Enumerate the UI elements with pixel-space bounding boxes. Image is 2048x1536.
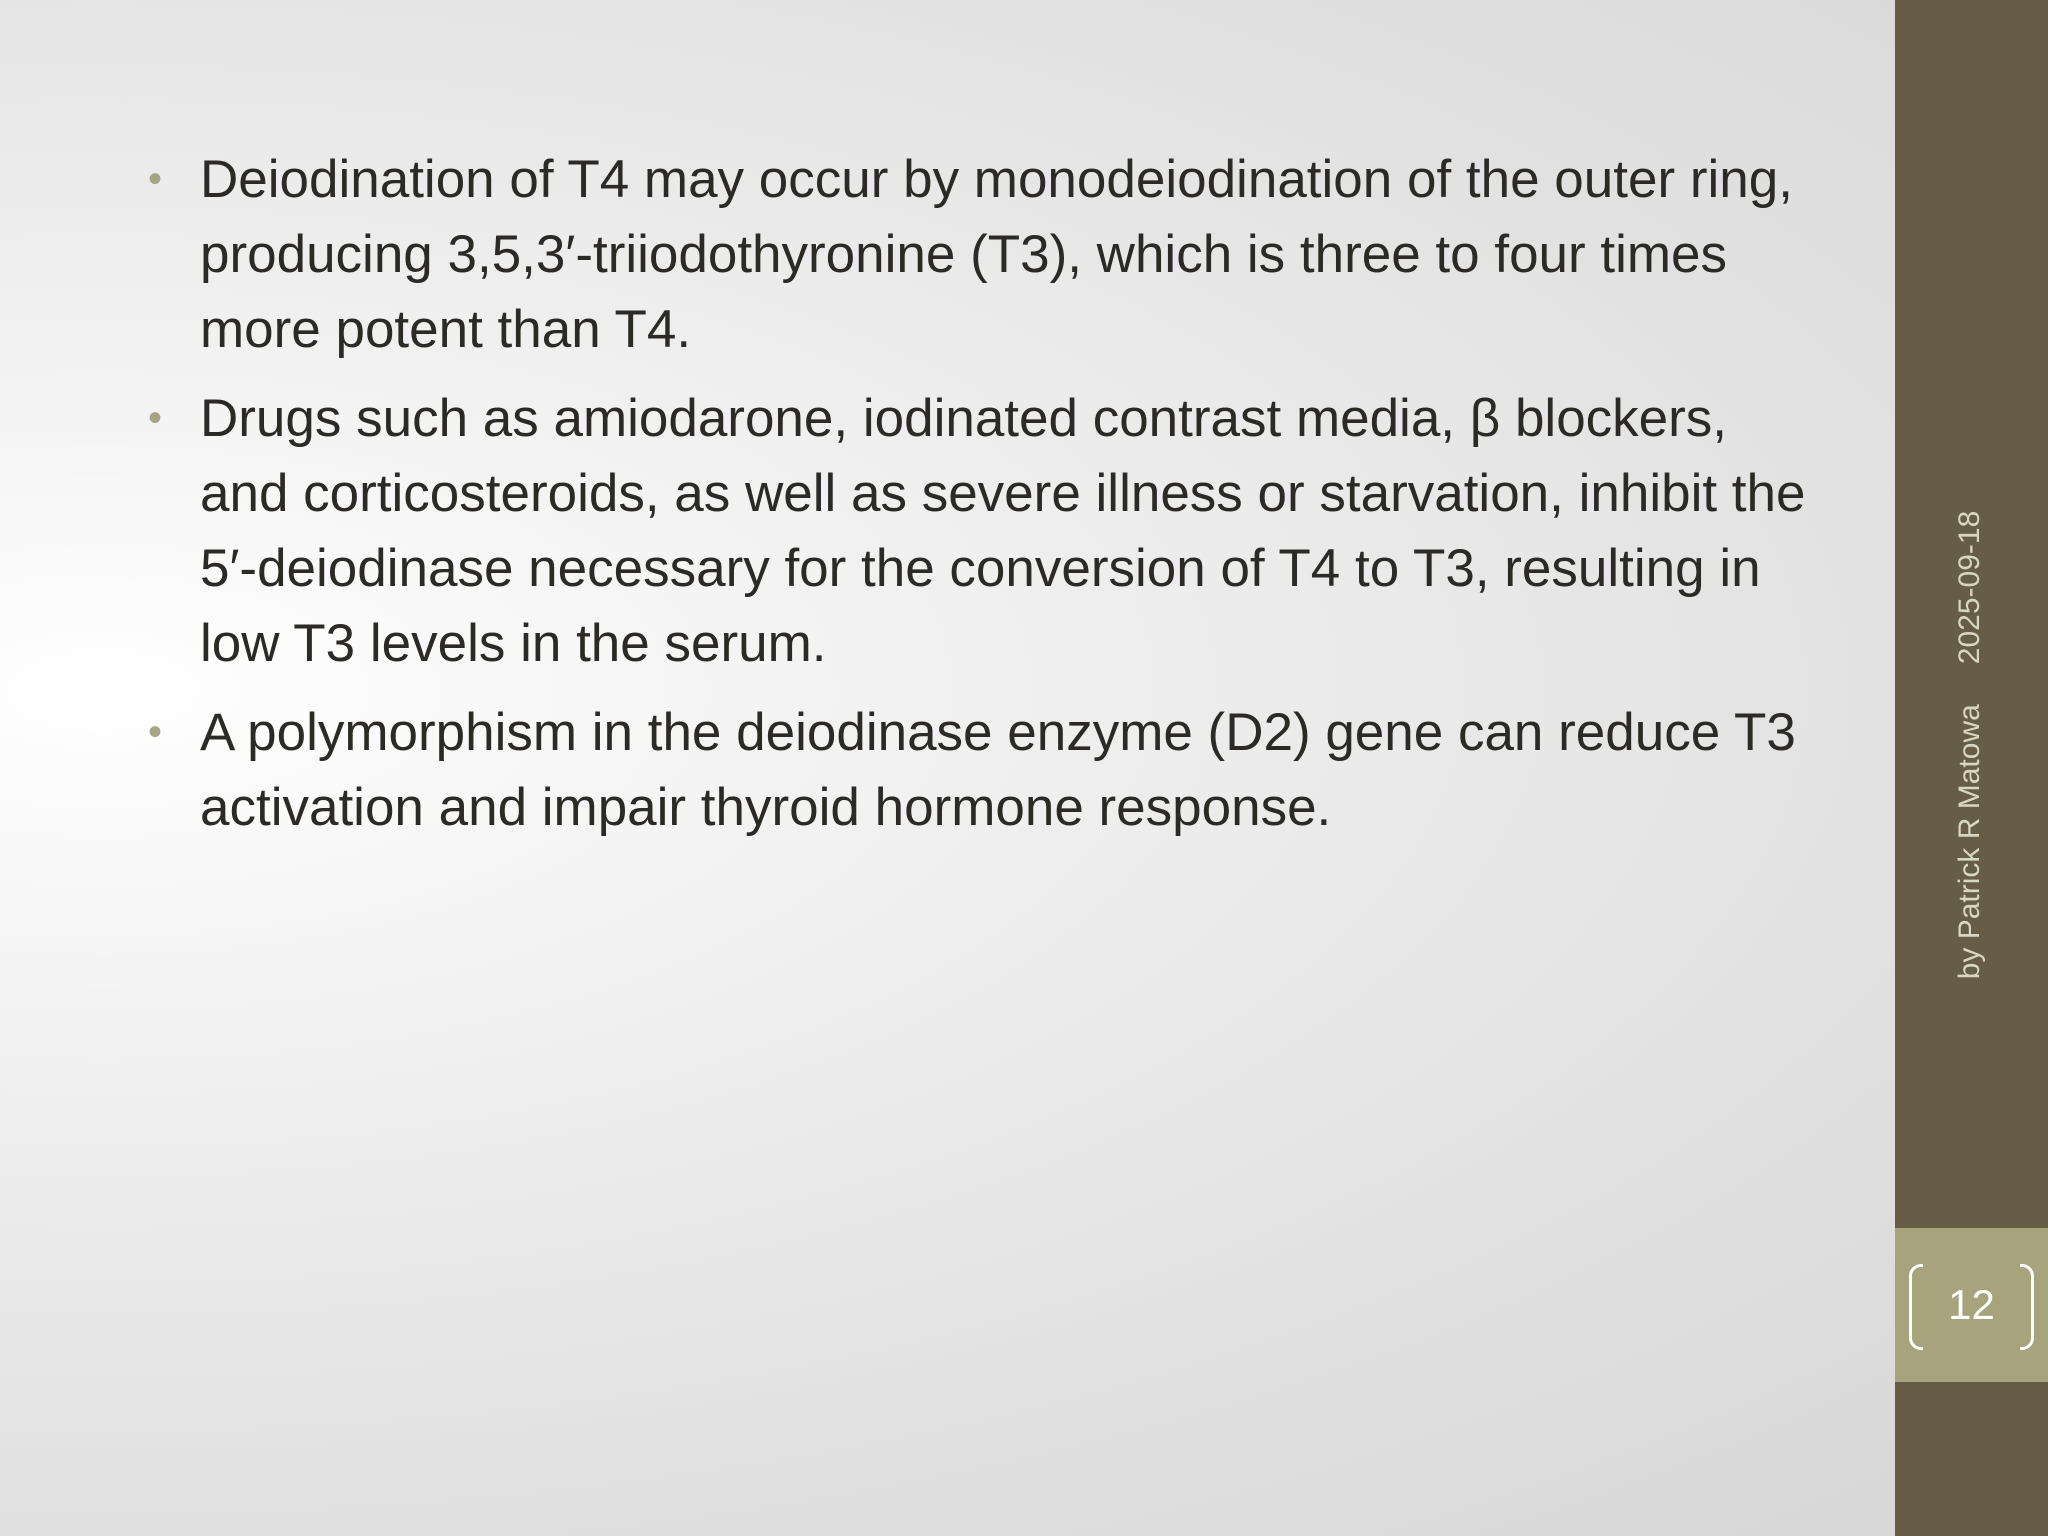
bullet-text: Deiodination of T4 may occur by monodeiodination of the outer ring, producing 3,5,3′-triiodothyronine (T3), which is three to four times more potent than T4.	[200, 150, 1793, 359]
page-number: 12	[1948, 1281, 1995, 1328]
page-number-box	[1895, 1228, 2048, 1382]
bullet-text: Drugs such as amiodarone, iodinated contrast media, β blockers, and corticosteroids, as well as severe illness or starvation, inhibit the 5′-deiodinase necessary for the conversion of T4 to T3, resulting in low T3 levels in the serum.	[200, 389, 1806, 673]
footer-vertical-text	[1953, 511, 1987, 980]
bullet-text: A polymorphism in the deiodinase enzyme (D2) gene can reduce T3 activation and impair thyroid hormone response.	[200, 703, 1796, 837]
bullet-dot-icon: •	[148, 710, 163, 754]
slide-content	[140, 142, 1820, 859]
footer-date: 2025-09-18	[1953, 510, 1986, 665]
bullet-item	[140, 142, 1820, 367]
bullet-item	[140, 695, 1820, 845]
bullet-dot-icon: •	[148, 157, 163, 201]
bullet-item	[140, 381, 1820, 681]
bullet-dot-icon: •	[148, 396, 163, 440]
footer-author: by Patrick R Matowa	[1953, 704, 1986, 980]
bullet-list	[140, 142, 1820, 845]
